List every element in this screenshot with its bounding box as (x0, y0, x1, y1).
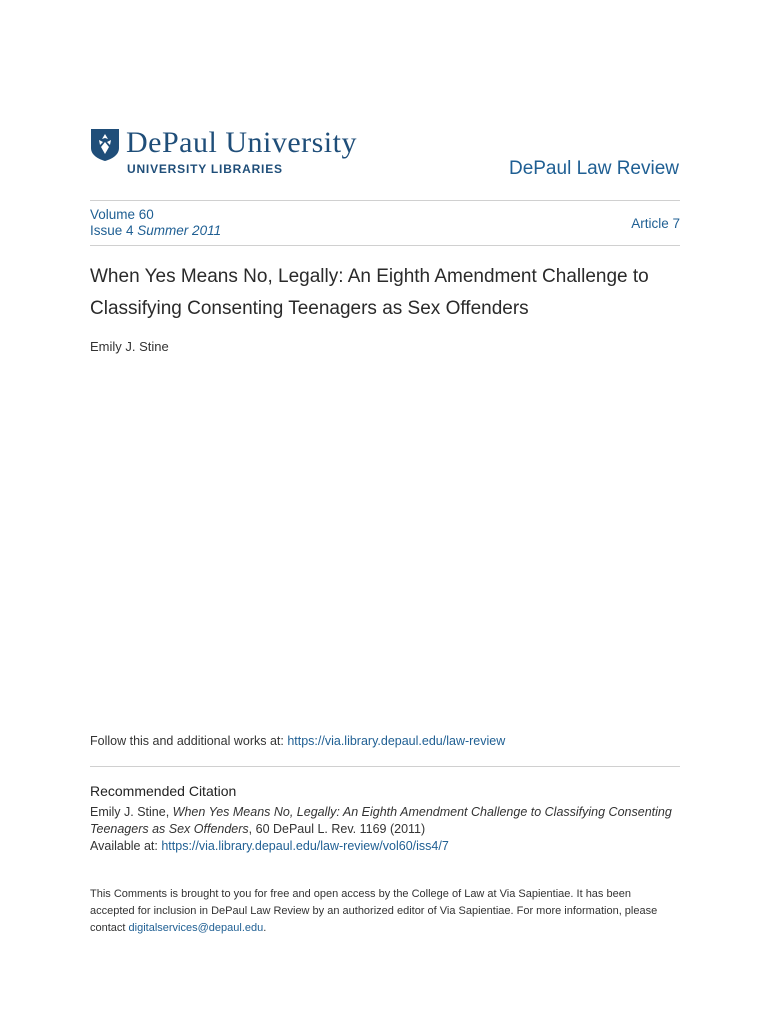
access-statement-text: This Comments is brought to you for free and open access by the College of Law at Via Sapientiae. It has been accepted for inclusion in DePaul Law Review by an authorized editor of Via Sapientiae. For more information, please contact (90, 888, 658, 934)
university-libraries-label: UNIVERSITY LIBRARIES (127, 162, 283, 176)
follow-text: Follow this and additional works at: (90, 734, 288, 748)
depaul-university-logo (90, 126, 370, 178)
citation-title: When Yes Means No, Legally: An Eighth Amendment Challenge to Classifying Consenting Teenagers as Sex Offenders (90, 805, 672, 836)
university-name: DePaul University (126, 126, 357, 159)
access-statement-end: . (263, 922, 267, 934)
article-title-line2: Classifying Consenting Teenagers as Sex Offenders (90, 298, 529, 319)
article-permalink[interactable]: https://via.library.depaul.edu/law-review/vol60/iss4/7 (161, 839, 449, 853)
citation-text (90, 804, 690, 855)
citation-source: , 60 DePaul L. Rev. 1169 (2011) (248, 822, 426, 836)
volume-issue-info (90, 207, 221, 239)
divider-citation (90, 766, 680, 767)
article-title (90, 261, 690, 325)
contact-email-link[interactable]: digitalservices@depaul.edu (128, 922, 264, 934)
volume-link[interactable]: Volume 60 (90, 207, 154, 222)
access-statement (90, 886, 670, 937)
issue-season: Summer 2011 (137, 223, 222, 238)
issue-label: Issue 4 (90, 223, 134, 238)
recommended-citation-heading: Recommended Citation (90, 783, 237, 799)
divider-top (90, 200, 680, 201)
issue-link[interactable] (90, 223, 221, 239)
shield-icon (90, 128, 120, 162)
available-at-label: Available at: (90, 839, 162, 853)
law-review-link[interactable]: https://via.library.depaul.edu/law-review (287, 734, 506, 748)
follow-line (90, 734, 505, 748)
citation-author: Emily J. Stine, (90, 805, 173, 819)
article-author: Emily J. Stine (90, 339, 169, 354)
journal-title[interactable]: DePaul Law Review (508, 158, 679, 179)
divider-issue (90, 245, 680, 246)
article-title-line1: When Yes Means No, Legally: An Eighth Amendment Challenge to (90, 266, 649, 287)
article-number[interactable]: Article 7 (631, 216, 680, 231)
